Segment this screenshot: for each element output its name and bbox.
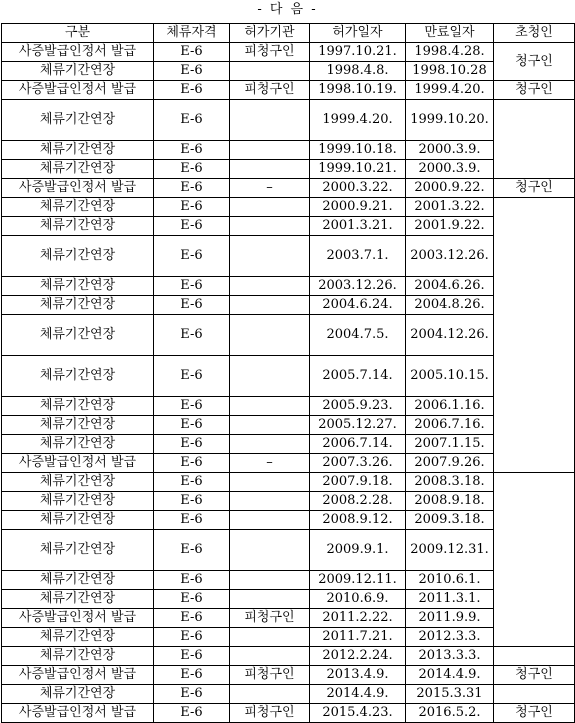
cell-status: E-6 — [154, 530, 230, 571]
cell-status: E-6 — [154, 217, 230, 236]
cell-agency: – — [230, 179, 310, 198]
table-header-row — [2, 24, 575, 43]
cell-agency: – — [230, 454, 310, 473]
cell-agency — [230, 100, 310, 141]
table-row — [2, 217, 575, 236]
cell-agency: 피청구인 — [230, 666, 310, 685]
cell-issued: 2004.6.24. — [310, 296, 406, 315]
cell-issued: 2009.12.11. — [310, 571, 406, 590]
cell-expires: 1998.10.28 — [406, 62, 494, 81]
cell-type: 체류기간연장 — [2, 492, 154, 511]
cell-expires: 2001.9.22. — [406, 217, 494, 236]
cell-expires: 2006.1.16. — [406, 397, 494, 416]
cell-agency — [230, 296, 310, 315]
table-row — [2, 416, 575, 435]
cell-expires: 2007.9.26. — [406, 454, 494, 473]
table-row — [2, 179, 575, 198]
table-row — [2, 511, 575, 530]
cell-status: E-6 — [154, 628, 230, 647]
cell-status: E-6 — [154, 315, 230, 356]
residence-permit-table — [1, 23, 575, 723]
table-row — [2, 704, 575, 723]
cell-agency — [230, 530, 310, 571]
table-row — [2, 492, 575, 511]
cell-type: 체류기간연장 — [2, 685, 154, 704]
cell-expires: 2015.3.31 — [406, 685, 494, 704]
table-row — [2, 473, 575, 492]
cell-issued: 2001.3.21. — [310, 217, 406, 236]
cell-type: 사증발급인정서 발급 — [2, 81, 154, 100]
cell-type: 체류기간연장 — [2, 141, 154, 160]
cell-status: E-6 — [154, 198, 230, 217]
cell-status: E-6 — [154, 571, 230, 590]
cell-issued: 2004.7.5. — [310, 315, 406, 356]
cell-issued: 2000.3.22. — [310, 179, 406, 198]
table-row — [2, 666, 575, 685]
cell-type: 체류기간연장 — [2, 160, 154, 179]
cell-expires: 2007.1.15. — [406, 435, 494, 454]
table-row — [2, 62, 575, 81]
cell-status: E-6 — [154, 704, 230, 723]
cell-expires: 2013.3.3. — [406, 647, 494, 666]
cell-issued: 2015.4.23. — [310, 704, 406, 723]
cell-agency — [230, 628, 310, 647]
table-row — [2, 628, 575, 647]
table-row — [2, 141, 575, 160]
document-heading: - 다 음 - — [257, 2, 318, 17]
table-row — [2, 590, 575, 609]
table-row — [2, 530, 575, 571]
cell-expires: 1999.10.20. — [406, 100, 494, 141]
cell-issued: 2000.9.21. — [310, 198, 406, 217]
cell-agency — [230, 397, 310, 416]
cell-expires: 2008.3.18. — [406, 473, 494, 492]
cell-type: 체류기간연장 — [2, 530, 154, 571]
cell-agency — [230, 492, 310, 511]
cell-issued: 2003.12.26. — [310, 277, 406, 296]
cell-issued: 2008.9.12. — [310, 511, 406, 530]
cell-issued: 2009.9.1. — [310, 530, 406, 571]
cell-issued: 1998.4.8. — [310, 62, 406, 81]
cell-expires: 2008.9.18. — [406, 492, 494, 511]
cell-status: E-6 — [154, 454, 230, 473]
col-header-inviter: 초청인 — [494, 24, 575, 43]
cell-type: 사증발급인정서 발급 — [2, 454, 154, 473]
cell-expires: 2016.5.2. — [406, 704, 494, 723]
cell-expires: 2010.6.1. — [406, 571, 494, 590]
table-row — [2, 198, 575, 217]
cell-inviter — [494, 198, 575, 473]
cell-issued: 2014.4.9. — [310, 685, 406, 704]
cell-issued: 2010.6.9. — [310, 590, 406, 609]
cell-issued: 2005.9.23. — [310, 397, 406, 416]
cell-status: E-6 — [154, 647, 230, 666]
cell-expires: 2014.4.9. — [406, 666, 494, 685]
table-row — [2, 43, 575, 62]
cell-agency — [230, 685, 310, 704]
cell-status: E-6 — [154, 62, 230, 81]
cell-expires: 2004.8.26. — [406, 296, 494, 315]
cell-issued: 1999.4.20. — [310, 100, 406, 141]
table-row — [2, 160, 575, 179]
cell-expires: 2000.9.22. — [406, 179, 494, 198]
table-row — [2, 647, 575, 666]
cell-type: 사증발급인정서 발급 — [2, 43, 154, 62]
cell-agency: 피청구인 — [230, 43, 310, 62]
cell-type: 체류기간연장 — [2, 100, 154, 141]
cell-agency — [230, 416, 310, 435]
cell-type: 체류기간연장 — [2, 296, 154, 315]
cell-issued: 1997.10.21. — [310, 43, 406, 62]
table-row — [2, 100, 575, 141]
table-row — [2, 236, 575, 277]
cell-issued: 2011.2.22. — [310, 609, 406, 628]
col-header-type: 구분 — [2, 24, 154, 43]
col-header-issued: 허가일자 — [310, 24, 406, 43]
cell-expires: 2000.3.9. — [406, 141, 494, 160]
cell-type: 체류기간연장 — [2, 62, 154, 81]
cell-agency — [230, 571, 310, 590]
table-body — [2, 43, 575, 723]
cell-status: E-6 — [154, 511, 230, 530]
table-row — [2, 356, 575, 397]
cell-status: E-6 — [154, 43, 230, 62]
cell-agency — [230, 198, 310, 217]
cell-agency — [230, 141, 310, 160]
cell-inviter: 청구인 — [494, 704, 575, 723]
cell-status: E-6 — [154, 296, 230, 315]
cell-expires: 2009.3.18. — [406, 511, 494, 530]
cell-status: E-6 — [154, 666, 230, 685]
cell-expires: 2000.3.9. — [406, 160, 494, 179]
table-row — [2, 315, 575, 356]
cell-expires: 2004.6.26. — [406, 277, 494, 296]
cell-issued: 2003.7.1. — [310, 236, 406, 277]
cell-status: E-6 — [154, 179, 230, 198]
cell-type: 사증발급인정서 발급 — [2, 666, 154, 685]
cell-type: 사증발급인정서 발급 — [2, 609, 154, 628]
cell-type: 체류기간연장 — [2, 315, 154, 356]
cell-expires: 2006.7.16. — [406, 416, 494, 435]
cell-type: 체류기간연장 — [2, 416, 154, 435]
cell-issued: 1999.10.21. — [310, 160, 406, 179]
cell-agency: 피청구인 — [230, 81, 310, 100]
table-row — [2, 571, 575, 590]
cell-expires: 1998.4.28. — [406, 43, 494, 62]
cell-agency — [230, 217, 310, 236]
cell-type: 체류기간연장 — [2, 277, 154, 296]
cell-status: E-6 — [154, 81, 230, 100]
cell-expires: 2004.12.26. — [406, 315, 494, 356]
cell-issued: 2008.2.28. — [310, 492, 406, 511]
cell-issued: 2012.2.24. — [310, 647, 406, 666]
cell-agency — [230, 356, 310, 397]
cell-expires: 2011.3.1. — [406, 590, 494, 609]
cell-status: E-6 — [154, 236, 230, 277]
cell-inviter: 청구인 — [494, 666, 575, 685]
cell-status: E-6 — [154, 416, 230, 435]
cell-type: 체류기간연장 — [2, 511, 154, 530]
cell-status: E-6 — [154, 492, 230, 511]
cell-agency — [230, 315, 310, 356]
cell-expires: 2001.3.22. — [406, 198, 494, 217]
table-row — [2, 435, 575, 454]
table-row — [2, 609, 575, 628]
cell-type: 체류기간연장 — [2, 628, 154, 647]
cell-issued: 2013.4.9. — [310, 666, 406, 685]
cell-agency: 피청구인 — [230, 704, 310, 723]
cell-agency: 피청구인 — [230, 609, 310, 628]
cell-type: 체류기간연장 — [2, 198, 154, 217]
cell-issued: 2007.3.26. — [310, 454, 406, 473]
cell-expires: 2009.12.31. — [406, 530, 494, 571]
cell-inviter — [494, 100, 575, 179]
cell-inviter — [494, 685, 575, 704]
cell-expires: 1999.4.20. — [406, 81, 494, 100]
col-header-expires: 만료일자 — [406, 24, 494, 43]
cell-issued: 2007.9.18. — [310, 473, 406, 492]
cell-expires: 2011.9.9. — [406, 609, 494, 628]
cell-agency — [230, 160, 310, 179]
cell-expires: 2012.3.3. — [406, 628, 494, 647]
cell-inviter — [494, 473, 575, 647]
cell-issued: 2005.7.14. — [310, 356, 406, 397]
table-row — [2, 397, 575, 416]
table-row — [2, 296, 575, 315]
cell-status: E-6 — [154, 160, 230, 179]
cell-issued: 1998.10.19. — [310, 81, 406, 100]
cell-type: 체류기간연장 — [2, 217, 154, 236]
table-row — [2, 685, 575, 704]
col-header-status: 체류자격 — [154, 24, 230, 43]
cell-issued: 1999.10.18. — [310, 141, 406, 160]
cell-status: E-6 — [154, 100, 230, 141]
cell-status: E-6 — [154, 590, 230, 609]
cell-status: E-6 — [154, 277, 230, 296]
cell-type: 체류기간연장 — [2, 571, 154, 590]
cell-type: 사증발급인정서 발급 — [2, 179, 154, 198]
table-row — [2, 81, 575, 100]
cell-expires: 2003.12.26. — [406, 236, 494, 277]
cell-inviter: 청구인 — [494, 179, 575, 198]
cell-status: E-6 — [154, 473, 230, 492]
cell-type: 체류기간연장 — [2, 435, 154, 454]
cell-type: 체류기간연장 — [2, 236, 154, 277]
cell-expires: 2005.10.15. — [406, 356, 494, 397]
cell-status: E-6 — [154, 685, 230, 704]
table-row — [2, 454, 575, 473]
cell-agency — [230, 647, 310, 666]
cell-agency — [230, 473, 310, 492]
cell-agency — [230, 277, 310, 296]
cell-type: 체류기간연장 — [2, 590, 154, 609]
cell-issued: 2006.7.14. — [310, 435, 406, 454]
cell-inviter: 청구인 — [494, 81, 575, 100]
table-row — [2, 277, 575, 296]
cell-type: 체류기간연장 — [2, 647, 154, 666]
cell-status: E-6 — [154, 141, 230, 160]
col-header-agency: 허가기관 — [230, 24, 310, 43]
cell-issued: 2011.7.21. — [310, 628, 406, 647]
cell-type: 체류기간연장 — [2, 397, 154, 416]
cell-type: 체류기간연장 — [2, 356, 154, 397]
cell-agency — [230, 236, 310, 277]
cell-status: E-6 — [154, 397, 230, 416]
cell-type: 사증발급인정서 발급 — [2, 704, 154, 723]
cell-issued: 2005.12.27. — [310, 416, 406, 435]
cell-status: E-6 — [154, 435, 230, 454]
cell-type: 체류기간연장 — [2, 473, 154, 492]
cell-status: E-6 — [154, 356, 230, 397]
cell-inviter: 청구인 — [494, 43, 575, 81]
cell-agency — [230, 62, 310, 81]
cell-status: E-6 — [154, 609, 230, 628]
cell-agency — [230, 511, 310, 530]
cell-agency — [230, 590, 310, 609]
cell-agency — [230, 435, 310, 454]
